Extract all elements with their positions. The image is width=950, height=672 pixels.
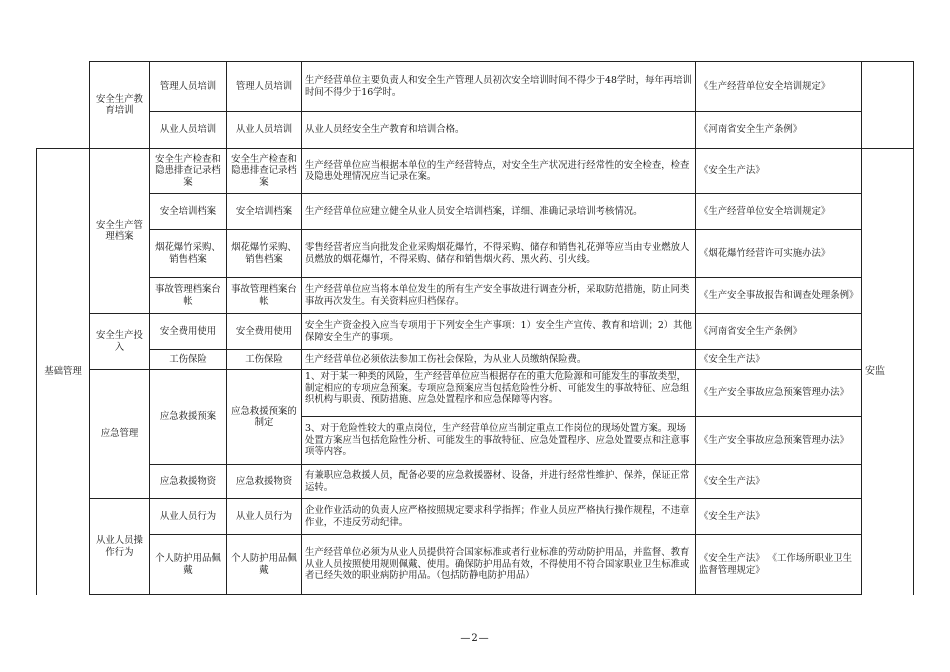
requirement-cell: 企业作业活动的负责人应严格按照规定要求科学指挥；作业人员应严格执行操作规程，不违章作业，不违反劳动纪律。 [302,499,696,535]
item-cell: 安全生产检查和隐患排查记录档案 [150,149,227,194]
requirement-cell: 生产经营单位应当将本单位发生的所有生产安全事故进行调查分析，采取防范措施，防止同类事故再次发生。有关资料应归档保存。 [302,278,696,314]
basis-cell: 《生产经营单位安全培训规定》 [696,62,862,112]
requirement-cell: 零售经营者应当向批发企业采购烟花爆竹，不得采购、储存和销售礼花弹等应当由专业燃放人员燃放的烟花爆竹，不得采购、储存和销售烟火药、黑火药、引火线。 [302,230,696,278]
category-safety-investment: 安全生产投入 [90,314,150,370]
subitem-cell: 应急救援物资 [227,465,302,499]
subitem-cell: 事故管理档案台帐 [227,278,302,314]
item-cell: 管理人员培训 [150,62,227,112]
requirement-cell: 生产经营单位必须为从业人员提供符合国家标准或者行业标准的劳动防护用品，并监督、教育从业人员按照使用规则佩戴、使用。确保防护用品有效，不得使用不符合国家职业卫生标准或者已经失效的职业病防护用品。（包括防静电防护用品） [302,535,696,595]
item-cell: 烟花爆竹采购、销售档案 [150,230,227,278]
requirement-cell: 生产经营单位应当根据本单位的生产经营特点，对安全生产状况进行经常性的安全检查，检查及隐患处理情况应当记录在案。 [302,149,696,194]
category-worker-behavior: 从业人员操作行为 [90,499,150,595]
requirement-cell: 1、对于某一种类的风险，生产经营单位应当根据存在的重大危险源和可能发生的事故类型，制定相应的专项应急预案。专项应急预案应当包括危险性分析、可能发生的事故特征、应急组织机构与职责、预防措施、应急处置程序和应急保障等内容。 [302,370,696,417]
dept-supervision-cell: 安监 [862,149,914,595]
basis-cell: 《河南省安全生产条例》 [696,314,862,350]
category-emergency-management: 应急管理 [90,370,150,499]
item-cell: 安全培训档案 [150,194,227,230]
basis-cell: 《生产安全事故应急预案管理办法》 [696,417,862,465]
subitem-cell: 个人防护用品佩戴 [227,535,302,595]
category-safety-archives: 安全生产管理档案 [90,149,150,314]
subitem-cell: 安全费用使用 [227,314,302,350]
requirement-cell: 从业人员经安全生产教育和培训合格。 [302,112,696,149]
subitem-cell: 安全生产检查和隐患排查记录档案 [227,149,302,194]
subitem-cell: 应急救援预案的制定 [227,370,302,465]
requirement-cell: 3、对于危险性较大的重点岗位，生产经营单位应当制定重点工作岗位的现场处置方案。现场处置方案应当包括危险性分析、可能发生的事故特征、应急处置程序、应急处置要点和注意事项等内容。 [302,417,696,465]
basis-cell: 《生产安全事故应急预案管理办法》 [696,370,862,417]
subitem-cell: 工伤保险 [227,350,302,370]
subitem-cell: 安全培训档案 [227,194,302,230]
item-cell: 事故管理档案台帐 [150,278,227,314]
basis-cell: 《安全生产法》 [696,350,862,370]
basis-cell: 《安全生产法》 《工作场所职业卫生监督管理规定》 [696,535,862,595]
item-cell: 从业人员培训 [150,112,227,149]
subitem-cell: 烟花爆竹采购、销售档案 [227,230,302,278]
continued-category-cell [37,62,90,149]
dept-cell [862,62,914,149]
subitem-cell: 从业人员培训 [227,112,302,149]
requirement-cell: 安全生产资金投入应当专项用于下列安全生产事项：1）安全生产宣传、教育和培训；2）其他保障安全生产的事项。 [302,314,696,350]
item-cell: 工伤保险 [150,350,227,370]
requirement-cell: 生产经营单位应建立健全从业人员安全培训档案，详细、准确记录培训考核情况。 [302,194,696,230]
basis-cell: 《安全生产法》 [696,465,862,499]
basis-cell: 《生产安全事故报告和调查处理条例》 [696,278,862,314]
item-cell: 从业人员行为 [150,499,227,535]
item-cell: 安全费用使用 [150,314,227,350]
basis-cell: 《烟花爆竹经营许可实施办法》 [696,230,862,278]
item-cell: 个人防护用品佩戴 [150,535,227,595]
subitem-cell: 从业人员行为 [227,499,302,535]
requirement-cell: 生产经营单位主要负责人和安全生产管理人员初次安全培训时间不得少于48学时，每年再培训时间不得少于16学时。 [302,62,696,112]
basis-cell: 《安全生产法》 [696,499,862,535]
requirement-cell: 有兼职应急救援人员，配备必要的应急救援器材、设备，并进行经常性维护、保养，保证正常运转。 [302,465,696,499]
basis-cell: 《河南省安全生产条例》 [696,112,862,149]
safety-standards-table [36,61,914,595]
page-number: —2— [460,633,490,644]
item-cell: 应急救援预案 [150,370,227,465]
item-cell: 应急救援物资 [150,465,227,499]
basis-cell: 《生产经营单位安全培训规定》 [696,194,862,230]
category-basic-management: 基础管理 [37,149,90,595]
subitem-cell: 管理人员培训 [227,62,302,112]
basis-cell: 《安全生产法》 [696,149,862,194]
requirement-cell: 生产经营单位必须依法参加工伤社会保险，为从业人员缴纳保险费。 [302,350,696,370]
category-education-training: 安全生产教育培训 [90,62,150,149]
